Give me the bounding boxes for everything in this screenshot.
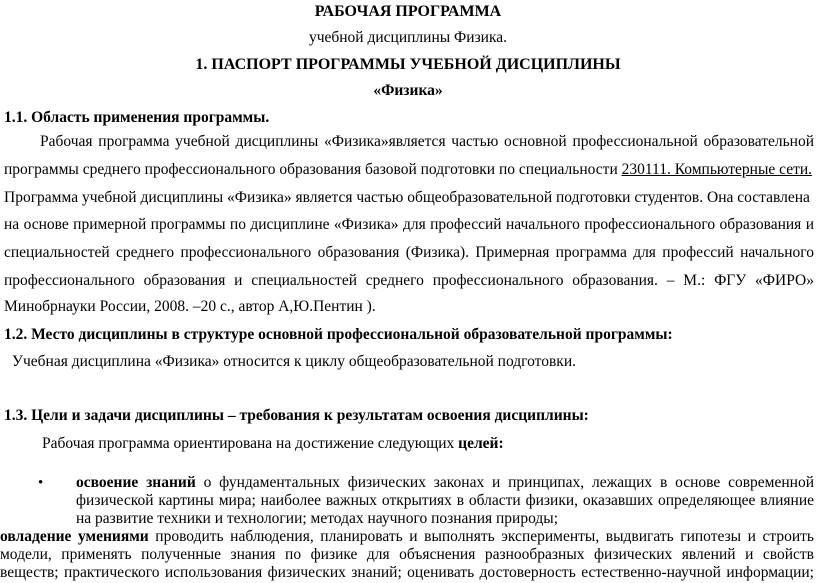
section1-title: 1. ПАСПОРТ ПРОГРАММЫ УЧЕБНОЙ ДИСЦИПЛИНЫ xyxy=(195,56,621,73)
goals-intro-text: Рабочая программа ориентирована на достижение следующих xyxy=(42,435,459,452)
section-1-2-text: Учебная дисциплина «Физика» относится к циклу общеобразовательной подготовки. xyxy=(12,353,577,370)
paragraph-line: Рабочая программа учебной дисциплины «Физика»является частью основной профессиональной образовательной xyxy=(40,133,814,150)
document-subtitle: учебной дисциплины Физика. xyxy=(308,29,508,46)
paragraph-line: Программа учебной дисциплины «Физика» является частью общеобразовательной подготовки студентов. Она составлена xyxy=(4,189,810,206)
paragraph-text: программы среднего профессионального образования базовой подготовки по специальности xyxy=(4,161,622,178)
paragraph-line: профессионального образования и специальностей среднего профессионального образования. – М.: ФГУ «ФИРО» xyxy=(4,272,814,289)
section1-subtitle: «Физика» xyxy=(373,82,443,99)
bullet-line: на развитие техники и технологии; методах научного познания природы; xyxy=(76,510,559,527)
item-line: модели, применять полученные знания по физике для объяснения разнообразных физических явлений и свойств xyxy=(0,546,814,563)
document-title: РАБОЧАЯ ПРОГРАММА xyxy=(314,3,502,20)
paragraph-line: специальностей среднего профессионального образования (Физика). Примерная программа для профессий начального xyxy=(4,244,814,261)
item-line: веществ; практического использования физических знаний; оценивать достоверность естественно-научной информации; xyxy=(0,564,814,581)
bullet-text: о фундаментальных физических законах и принципах, лежащих в основе современной xyxy=(195,474,815,491)
item-line xyxy=(0,527,814,547)
paragraph-line: Минобрнауки России, 2008. –20 с., автор А,Ю.Пентин ). xyxy=(4,298,376,315)
paragraph-line xyxy=(4,160,812,180)
section-1-3-heading: 1.3. Цели и задачи дисциплины – требования к результатам освоения дисциплины: xyxy=(4,407,589,424)
item-term: овладение умениями xyxy=(0,528,149,545)
paragraph-line: на основе примерной программы по дисциплине «Физика» для профессий начального профессионального образования и xyxy=(4,216,814,233)
item-text: проводить наблюдения, планировать и выполнять эксперименты, выдвигать гипотезы и строить xyxy=(148,528,814,545)
goals-intro xyxy=(42,434,504,454)
bullet-line xyxy=(76,473,814,493)
section-1-2-heading: 1.2. Место дисциплины в структуре основной профессиональной образовательной программы: xyxy=(4,326,673,343)
section-1-1-heading: 1.1. Область применения программы. xyxy=(4,109,270,126)
bullet-line: физической картины мира; наиболее важных открытиях в области физики, оказавших определяющее влияние xyxy=(76,492,814,509)
bullet-term: освоение знаний xyxy=(76,474,196,491)
bullet-icon: • xyxy=(38,475,44,491)
specialty-link: 230111. Компьютерные сети. xyxy=(621,161,813,178)
goals-word: целей: xyxy=(458,435,504,452)
